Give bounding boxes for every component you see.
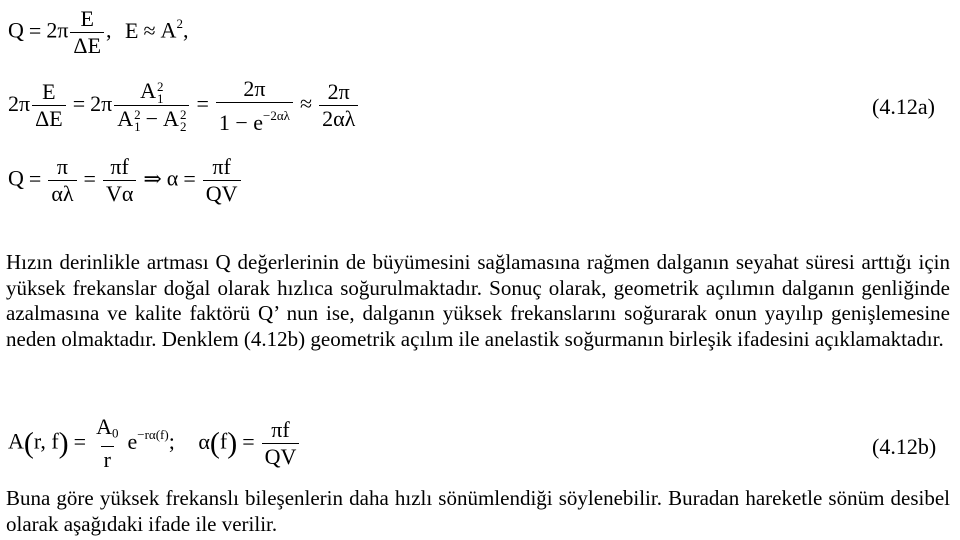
eq2-f3-denominator bbox=[216, 102, 293, 136]
eq1-e: E bbox=[125, 17, 139, 43]
eq1-lhs: Q bbox=[8, 17, 24, 43]
eq2-f2-num-sub: 1 bbox=[157, 91, 164, 107]
eq3-fraction-1 bbox=[48, 154, 76, 207]
eq2-equals-1: = bbox=[72, 90, 86, 116]
eq2-f3-den-exponent: −2αλ bbox=[263, 108, 290, 123]
eq2-f2-numerator bbox=[137, 78, 166, 105]
paragraph-explanation: Hızın derinlikle artması Q değerlerinin de büyümesini sağlamasına rağmen dalganın seyahat süresi arttığı için yüksek frekanslar doğal olarak hızlıca soğurulmaktadır. Sonuç olarak, geometrik açılımın dalganın genliğinde azalmasına ve kalite faktörü Q’ nun ise, dalganın yüksek frekanslarını soğurarak onun yayılıp genişlemesine neden olmaktadır. Denklem (4.12b) geometrik açılım ile anelastik soğurmanın birleşik ifadesini açıklamaktadır. bbox=[6, 250, 950, 351]
eq2-equals-2: = bbox=[196, 90, 209, 116]
eq4-alpha-close-paren: ) bbox=[227, 426, 238, 460]
eq4-equals-2: = bbox=[242, 428, 255, 454]
eq1-a-exponent: 2 bbox=[176, 15, 183, 31]
eq1-a: A bbox=[160, 17, 177, 43]
eq2-f1-numerator: E bbox=[42, 79, 56, 105]
eq1-tail: , bbox=[182, 17, 189, 43]
eq2-f2-num-indices bbox=[157, 81, 164, 105]
eq1-comma: , bbox=[106, 17, 112, 43]
eq4-close-paren: ) bbox=[58, 426, 69, 460]
eq1-numerator: E bbox=[80, 6, 94, 31]
eq3-alpha: α bbox=[166, 165, 179, 191]
eq2-fraction-4 bbox=[319, 79, 358, 132]
eq4-fraction-1 bbox=[93, 414, 121, 473]
eq3-f1-denominator: αλ bbox=[48, 180, 76, 207]
eq3-lhs: Q bbox=[8, 165, 24, 191]
eq4-equals-1: = bbox=[73, 428, 87, 454]
eq3-equals-1: = bbox=[28, 165, 42, 191]
eq2-fraction-1 bbox=[32, 79, 66, 132]
eq4-fraction-2 bbox=[262, 417, 300, 470]
eq4-f1-denominator: r bbox=[101, 446, 114, 473]
eq4-alpha-open-paren: ( bbox=[209, 426, 220, 460]
eq2-f2-num-sup: 2 bbox=[157, 79, 164, 95]
eq2-f2-den-a: A bbox=[117, 106, 134, 132]
eq2-fraction-2 bbox=[114, 78, 189, 133]
eq4-alpha-arg: f bbox=[219, 428, 228, 454]
eq2-f3-den-base: 1 − e bbox=[218, 109, 264, 135]
eq1-denominator: ΔE bbox=[70, 32, 104, 59]
eq2-f2-den-b-sub: 2 bbox=[179, 119, 187, 135]
paragraph-conclusion: Buna göre yüksek frekanslı bileşenlerin daha hızlı sönümlendiği söylenebilir. Buradan hareketle sönüm desibel olarak aşağıdaki ifade ile verilir. bbox=[6, 486, 950, 536]
eq4-exp-power: −rα(f) bbox=[137, 426, 169, 442]
eq3-f3-numerator: πf bbox=[212, 154, 231, 179]
eq4-open-paren: ( bbox=[23, 426, 34, 460]
eq3-f2-numerator: πf bbox=[110, 154, 129, 179]
eq2-f4-denominator: 2αλ bbox=[319, 105, 358, 132]
eq2-f2-den-minus: − bbox=[145, 106, 159, 132]
eq4-f1-numerator bbox=[93, 414, 121, 446]
eq1-fraction bbox=[70, 6, 104, 59]
eq2-f1-denominator: ΔE bbox=[32, 105, 66, 132]
eq3-equals-3: = bbox=[183, 165, 196, 191]
eq3-fraction-3 bbox=[203, 154, 241, 207]
eq2-f2-den-a-sup: 2 bbox=[134, 107, 141, 123]
eq4-lhs-args: r, f bbox=[33, 428, 59, 454]
eq2-f2-num-base: A bbox=[140, 78, 157, 104]
eq4-f1-num-sub: 0 bbox=[111, 425, 119, 441]
eq2-f4-numerator: 2π bbox=[327, 79, 350, 105]
eq3-f1-numerator: π bbox=[56, 154, 68, 179]
eq4-f2-denominator: QV bbox=[262, 443, 300, 470]
eq2-f2-den-b-indices bbox=[180, 109, 187, 133]
equation-4-12b bbox=[8, 414, 301, 473]
eq2-f2-den-a-sub: 1 bbox=[134, 119, 141, 135]
eq1-equals: = bbox=[28, 17, 42, 43]
eq2-f2-den-b-sup: 2 bbox=[179, 107, 187, 123]
equation-number-4-12a: (4.12a) bbox=[872, 94, 935, 119]
eq3-f2-denominator: Vα bbox=[103, 180, 136, 207]
equation-q-definition bbox=[8, 6, 188, 59]
eq2-fraction-3 bbox=[216, 76, 293, 136]
eq2-f2-den-b: A bbox=[163, 106, 179, 132]
eq4-exp-base: e bbox=[127, 428, 138, 454]
eq1-coef: 2π bbox=[46, 17, 69, 43]
eq3-implies-arrow: ⇒ bbox=[143, 165, 162, 191]
eq4-semicolon: ; bbox=[168, 428, 175, 454]
eq2-coef2: 2π bbox=[90, 90, 113, 116]
equation-number-4-12b: (4.12b) bbox=[872, 434, 937, 459]
eq3-fraction-2 bbox=[103, 154, 136, 207]
equation-4-12a bbox=[8, 76, 360, 136]
eq2-coef1: 2π bbox=[8, 90, 31, 116]
equation-q-alpha bbox=[8, 154, 243, 207]
eq2-f2-denominator bbox=[114, 105, 189, 133]
eq2-f3-numerator: 2π bbox=[243, 76, 266, 101]
eq2-f2-den-a-indices bbox=[134, 109, 141, 133]
eq1-approx: ≈ bbox=[143, 17, 156, 43]
eq4-f1-num-base: A bbox=[96, 414, 112, 439]
eq4-alpha: α bbox=[198, 428, 210, 454]
eq3-f3-denominator: QV bbox=[203, 180, 241, 207]
eq2-approx: ≈ bbox=[299, 90, 313, 116]
eq3-equals-2: = bbox=[83, 165, 96, 191]
eq4-f2-numerator: πf bbox=[271, 417, 290, 443]
eq4-lhs-a: A bbox=[8, 428, 24, 454]
